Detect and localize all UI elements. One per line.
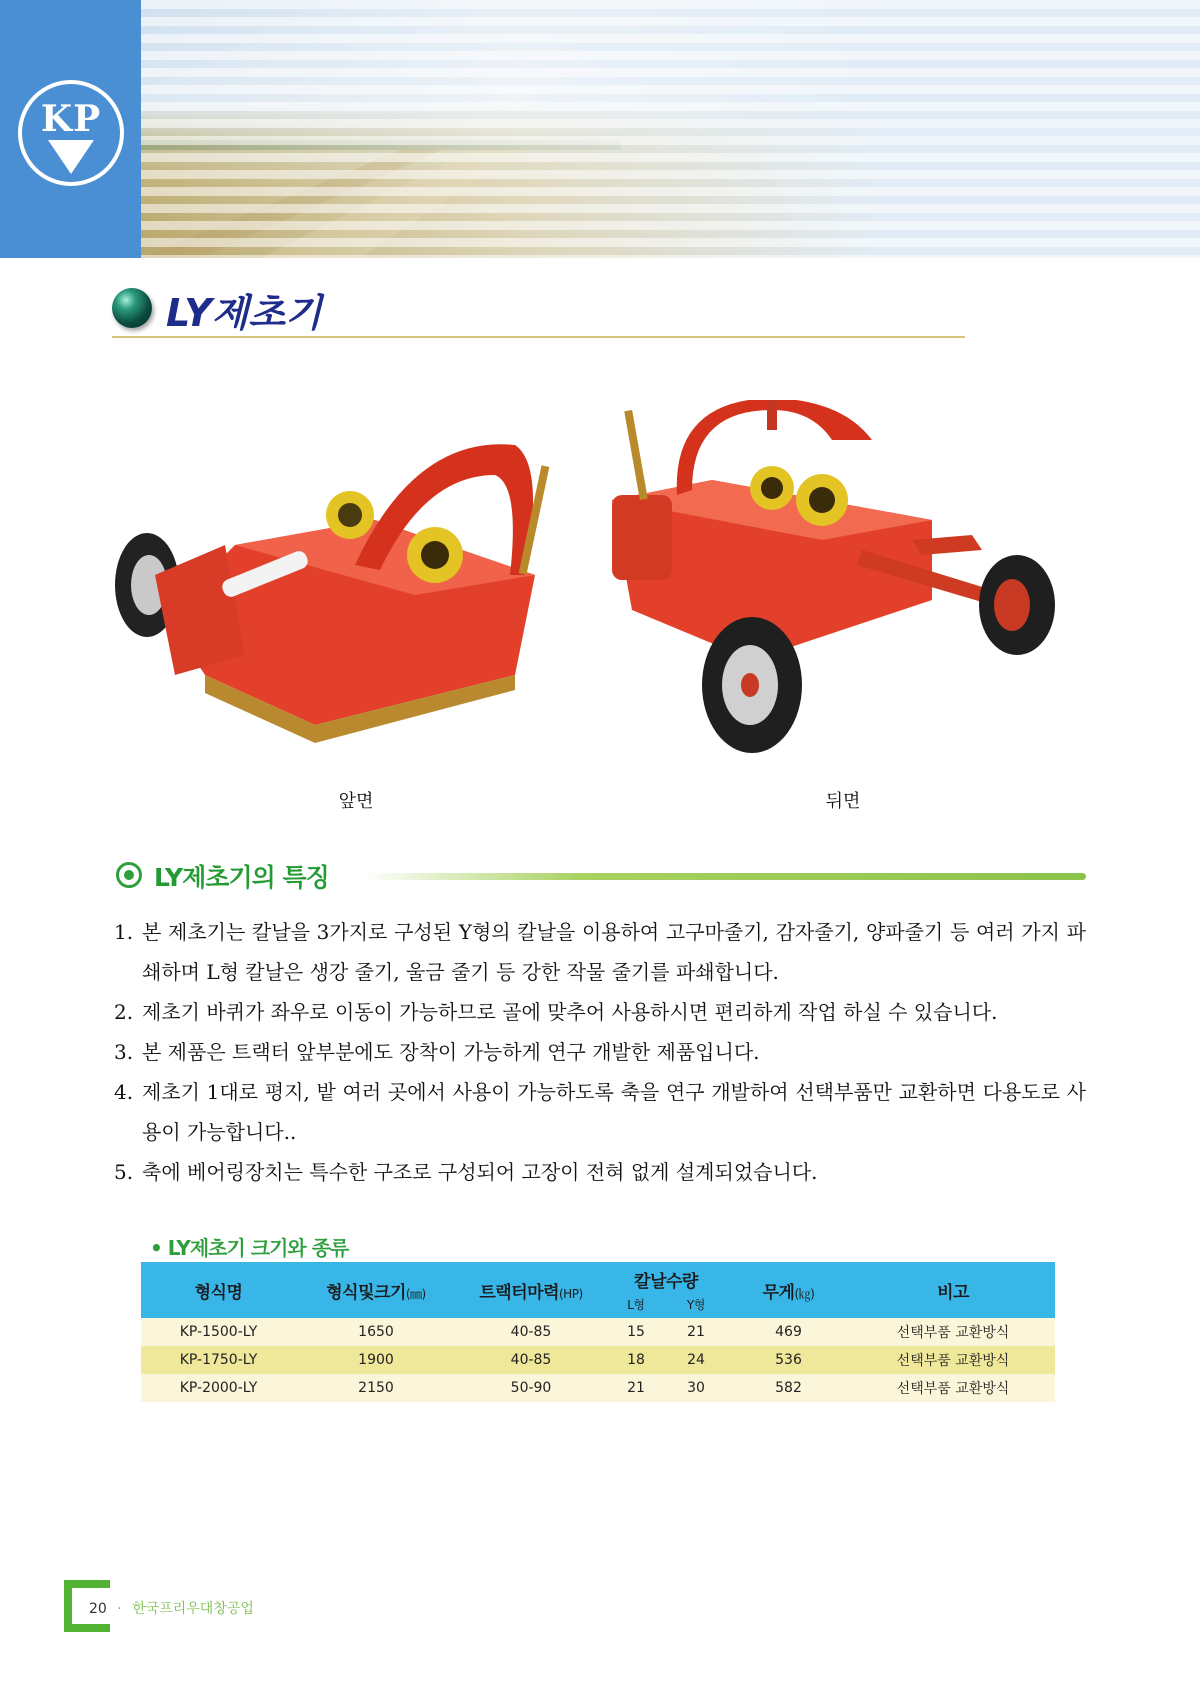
list-item-text: 본 제초기는 칼날을 3가지로 구성된 Y형의 칼날을 이용하여 고구마줄기, 감자줄기, 양파줄기 등 여러 가지 파쇄하며 L형 칼날은 생강 줄기, 울금 줄기 등 강한 작물 줄기를 파쇄합니다. [142, 920, 1086, 984]
list-item-number: 3. [114, 1040, 134, 1064]
col-hp [456, 1262, 606, 1318]
cell-note: 선택부품 교환방식 [851, 1374, 1055, 1402]
col-model [141, 1262, 296, 1318]
cell-blades [606, 1374, 726, 1402]
sphere-bullet-icon [112, 288, 152, 328]
cell-weight: 469 [726, 1318, 851, 1346]
cell-size: 1900 [296, 1346, 456, 1374]
col-size [296, 1262, 456, 1318]
cell-blade-y: 24 [687, 1352, 705, 1368]
list-item-number: 4. [114, 1080, 134, 1104]
col-blade-l: L형 [627, 1298, 645, 1312]
cell-blade-y: 21 [687, 1324, 705, 1340]
col-blades-label: 칼날수량 [634, 1272, 698, 1292]
cell-note: 선택부품 교환방식 [851, 1346, 1055, 1374]
list-item-text: 본 제품은 트랙터 앞부분에도 장착이 가능하게 연구 개발한 제품입니다. [142, 1040, 760, 1064]
col-blade-y: Y형 [686, 1298, 705, 1312]
footer-separator: · [117, 1601, 122, 1617]
table-row [141, 1318, 1055, 1346]
table-row [141, 1374, 1055, 1402]
cell-weight: 536 [726, 1346, 851, 1374]
list-item [114, 912, 1086, 992]
list-item [114, 992, 1086, 1032]
cell-blade-l: 21 [627, 1380, 645, 1396]
photo-caption-front: 앞면 [338, 791, 374, 812]
mower-front-photo [115, 425, 595, 745]
cell-hp: 40-85 [456, 1318, 606, 1346]
spec-table [141, 1262, 1055, 1402]
col-weight-unit: (㎏) [794, 1286, 815, 1301]
cell-note: 선택부품 교환방식 [851, 1318, 1055, 1346]
cell-blades [606, 1346, 726, 1374]
logo-text: KP [40, 98, 102, 140]
list-item-number: 5. [114, 1160, 134, 1184]
col-note-label: 비고 [937, 1282, 969, 1303]
col-blades [606, 1262, 726, 1318]
header-banner [0, 0, 1200, 258]
list-item-text: 제초기 바퀴가 좌우로 이동이 가능하므로 골에 맞추어 사용하시면 편리하게 작업 하실 수 있습니다. [142, 1000, 998, 1024]
logo-band [0, 0, 141, 258]
cell-model: KP-1500-LY [141, 1318, 296, 1346]
list-item-text: 제초기 1대로 평지, 밭 여러 곳에서 사용이 가능하도록 축을 연구 개발하여 선택부품만 교환하면 다용도로 사용이 가능합니다.. [142, 1080, 1086, 1144]
cell-weight: 582 [726, 1374, 851, 1402]
features-heading-bar [364, 873, 1086, 880]
table-row [141, 1346, 1055, 1374]
cell-hp: 50-90 [456, 1374, 606, 1402]
cell-model: KP-2000-LY [141, 1374, 296, 1402]
kp-logo [18, 80, 124, 186]
col-model-label: 형식명 [194, 1282, 243, 1303]
title-underline [112, 336, 965, 338]
page-title: LY제초기 [166, 291, 322, 335]
mower-rear-photo [612, 400, 1082, 770]
spec-heading: • LY제초기 크기와 종류 [150, 1236, 349, 1260]
features-title: LY제초기의 특징 [154, 863, 329, 892]
col-size-unit: (㎜) [405, 1286, 426, 1301]
cell-hp: 40-85 [456, 1346, 606, 1374]
photo-caption-rear: 뒤면 [825, 791, 861, 812]
footer [89, 1598, 254, 1618]
banner-stripes [141, 0, 1200, 258]
logo-triangle-icon [48, 140, 94, 174]
list-item-number: 1. [114, 920, 134, 944]
list-item [114, 1032, 1086, 1072]
page-number: 20 [89, 1601, 107, 1617]
cell-size: 1650 [296, 1318, 456, 1346]
col-hp-unit: (HP) [559, 1286, 583, 1301]
col-hp-label: 트랙터마력 [479, 1282, 559, 1303]
col-note [851, 1262, 1055, 1318]
list-item [114, 1152, 1086, 1192]
cell-blade-l: 15 [627, 1324, 645, 1340]
col-weight-label: 무게 [762, 1282, 795, 1303]
footer-company: 한국프리우대창공업 [132, 1601, 254, 1617]
col-size-label: 형식및크기 [326, 1282, 406, 1303]
cell-blade-l: 18 [627, 1352, 645, 1368]
cell-model: KP-1750-LY [141, 1346, 296, 1374]
col-weight [726, 1262, 851, 1318]
list-item-text: 축에 베어링장치는 특수한 구조로 구성되어 고장이 전혀 없게 설계되었습니다. [142, 1160, 818, 1184]
table-header-row [141, 1262, 1055, 1318]
list-item-number: 2. [114, 1000, 134, 1024]
cell-blade-y: 30 [687, 1380, 705, 1396]
target-bullet-icon [116, 862, 142, 888]
cell-blades [606, 1318, 726, 1346]
features-heading [116, 858, 1086, 894]
list-item [114, 1072, 1086, 1152]
features-list [114, 912, 1086, 1192]
cell-size: 2150 [296, 1374, 456, 1402]
